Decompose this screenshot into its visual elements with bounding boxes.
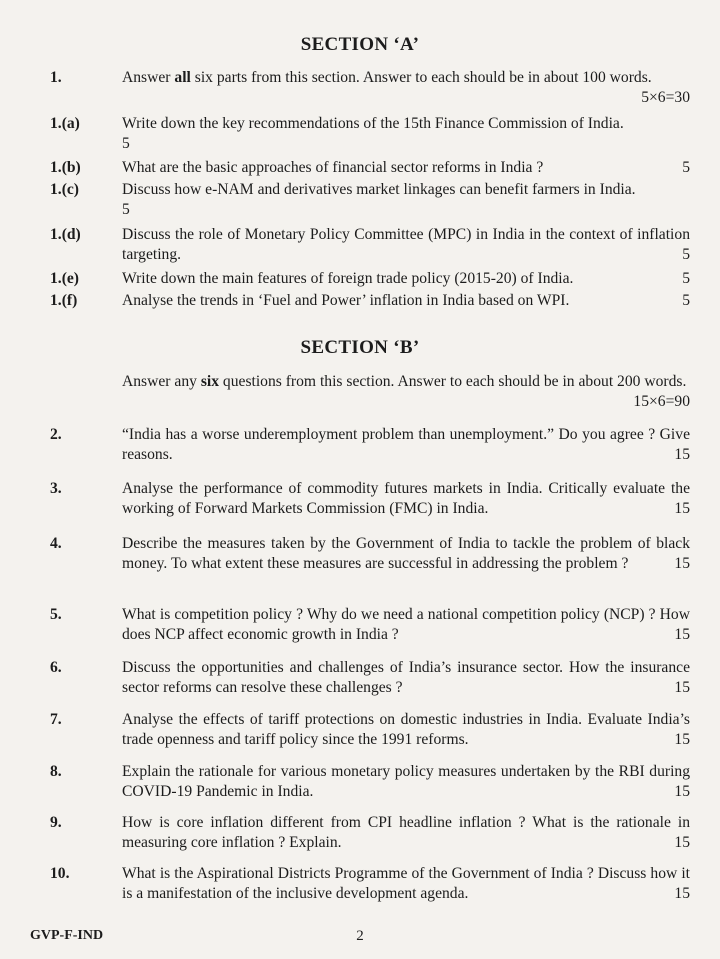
question-marks: 5 [682,246,690,263]
question-number: 5. [50,606,62,623]
question-text [122,479,690,519]
question-number: 8. [50,763,62,780]
question-text [122,158,690,178]
question-marks: 5 [682,159,690,176]
question-7-text: Analyse the effects of tariff protections on domestic industries in India. Evaluate India’s trade openness and tariff policy since the 1991 reforms. [122,711,690,748]
question-marks: 5×6=30 [641,89,690,106]
question-text [122,180,690,220]
question-marks: 15 [674,783,690,800]
question-4-text: Describe the measures taken by the Government of India to tackle the problem of black money. To what extent these measures are successful in addressing the problem ? [122,535,690,572]
question-number: 1.(a) [50,115,80,132]
question-marks: 15 [674,446,690,463]
question-1e-text: Write down the main features of foreign trade policy (2015-20) of India. [122,270,574,287]
question-text [122,225,690,265]
question-number: 4. [50,535,62,552]
question-text [122,68,690,108]
question-text [122,269,690,289]
question-10-text: What is the Aspirational Districts Programme of the Government of India ? Discuss how it is a manifestation of the inclusive development agenda. [122,865,690,902]
question-text [122,710,690,750]
question-marks: 15 [674,679,690,696]
question-number: 10. [50,865,70,882]
paper-code: GVP-F-IND [30,928,104,943]
question-text [122,762,690,802]
question-8-text: Explain the rationale for various monetary policy measures undertaken by the RBI during COVID-19 Pandemic in India. [122,763,690,800]
question-number: 7. [50,711,62,728]
question-text [122,864,690,904]
question-1-text: Answer all six parts from this section. Answer to each should be in about 100 words. [122,69,652,86]
question-5-text: What is competition policy ? Why do we need a national competition policy (NCP) ? How does NCP affect economic growth in India ? [122,606,690,643]
question-6-text: Discuss the opportunities and challenges of India’s insurance sector. How the insurance sector reforms can resolve these challenges ? [122,659,690,696]
instruction-marks: 15×6=90 [633,393,690,410]
question-number: 1.(f) [50,292,78,309]
question-1a-text: Write down the key recommendations of the 15th Finance Commission of India. [122,115,624,132]
section-a-title: SECTION ‘A’ [300,34,420,55]
section-b-instruction [122,372,690,412]
question-marks: 5 [122,135,130,152]
question-text [122,605,690,645]
question-1f-text: Analyse the trends in ‘Fuel and Power’ inflation in India based on WPI. [122,292,570,309]
question-2-text: “India has a worse underemployment problem than unemployment.” Do you agree ? Give reasons. [122,426,690,463]
question-text [122,658,690,698]
question-marks: 15 [674,626,690,643]
question-1d-text: Discuss the role of Monetary Policy Committee (MPC) in India in the context of inflation targeting. [122,226,690,263]
question-marks: 15 [674,885,690,902]
instruction-text: Answer any six questions from this section. Answer to each should be in about 200 words. [122,373,687,390]
question-1c-text: Discuss how e-NAM and derivatives market linkages can benefit farmers in India. [122,181,636,198]
question-text [122,534,690,574]
question-marks: 5 [682,270,690,287]
page-number: 2 [356,928,364,944]
question-9-text: How is core inflation different from CPI headline inflation ? What is the rationale in measuring core inflation ? Explain. [122,814,690,851]
question-number: 1.(c) [50,181,80,198]
question-text [122,813,690,853]
question-number: 1. [50,69,62,86]
question-1b-text: What are the basic approaches of financial sector reforms in India ? [122,159,544,176]
section-b-title: SECTION ‘B’ [300,337,420,358]
question-marks: 15 [674,834,690,851]
question-marks: 5 [122,201,130,218]
question-number: 2. [50,426,62,443]
question-3-text: Analyse the performance of commodity futures markets in India. Critically evaluate the working of Forward Markets Commission (FMC) in India. [122,480,690,517]
question-text [122,291,690,311]
question-text [122,425,690,465]
question-number: 9. [50,814,62,831]
question-marks: 15 [674,500,690,517]
question-marks: 5 [682,292,690,309]
question-number: 6. [50,659,62,676]
question-number: 3. [50,480,62,497]
question-number: 1.(d) [50,226,81,243]
question-number: 1.(b) [50,159,81,176]
question-marks: 15 [674,555,690,572]
question-number: 1.(e) [50,270,80,287]
question-marks: 15 [674,731,690,748]
question-text [122,114,690,154]
